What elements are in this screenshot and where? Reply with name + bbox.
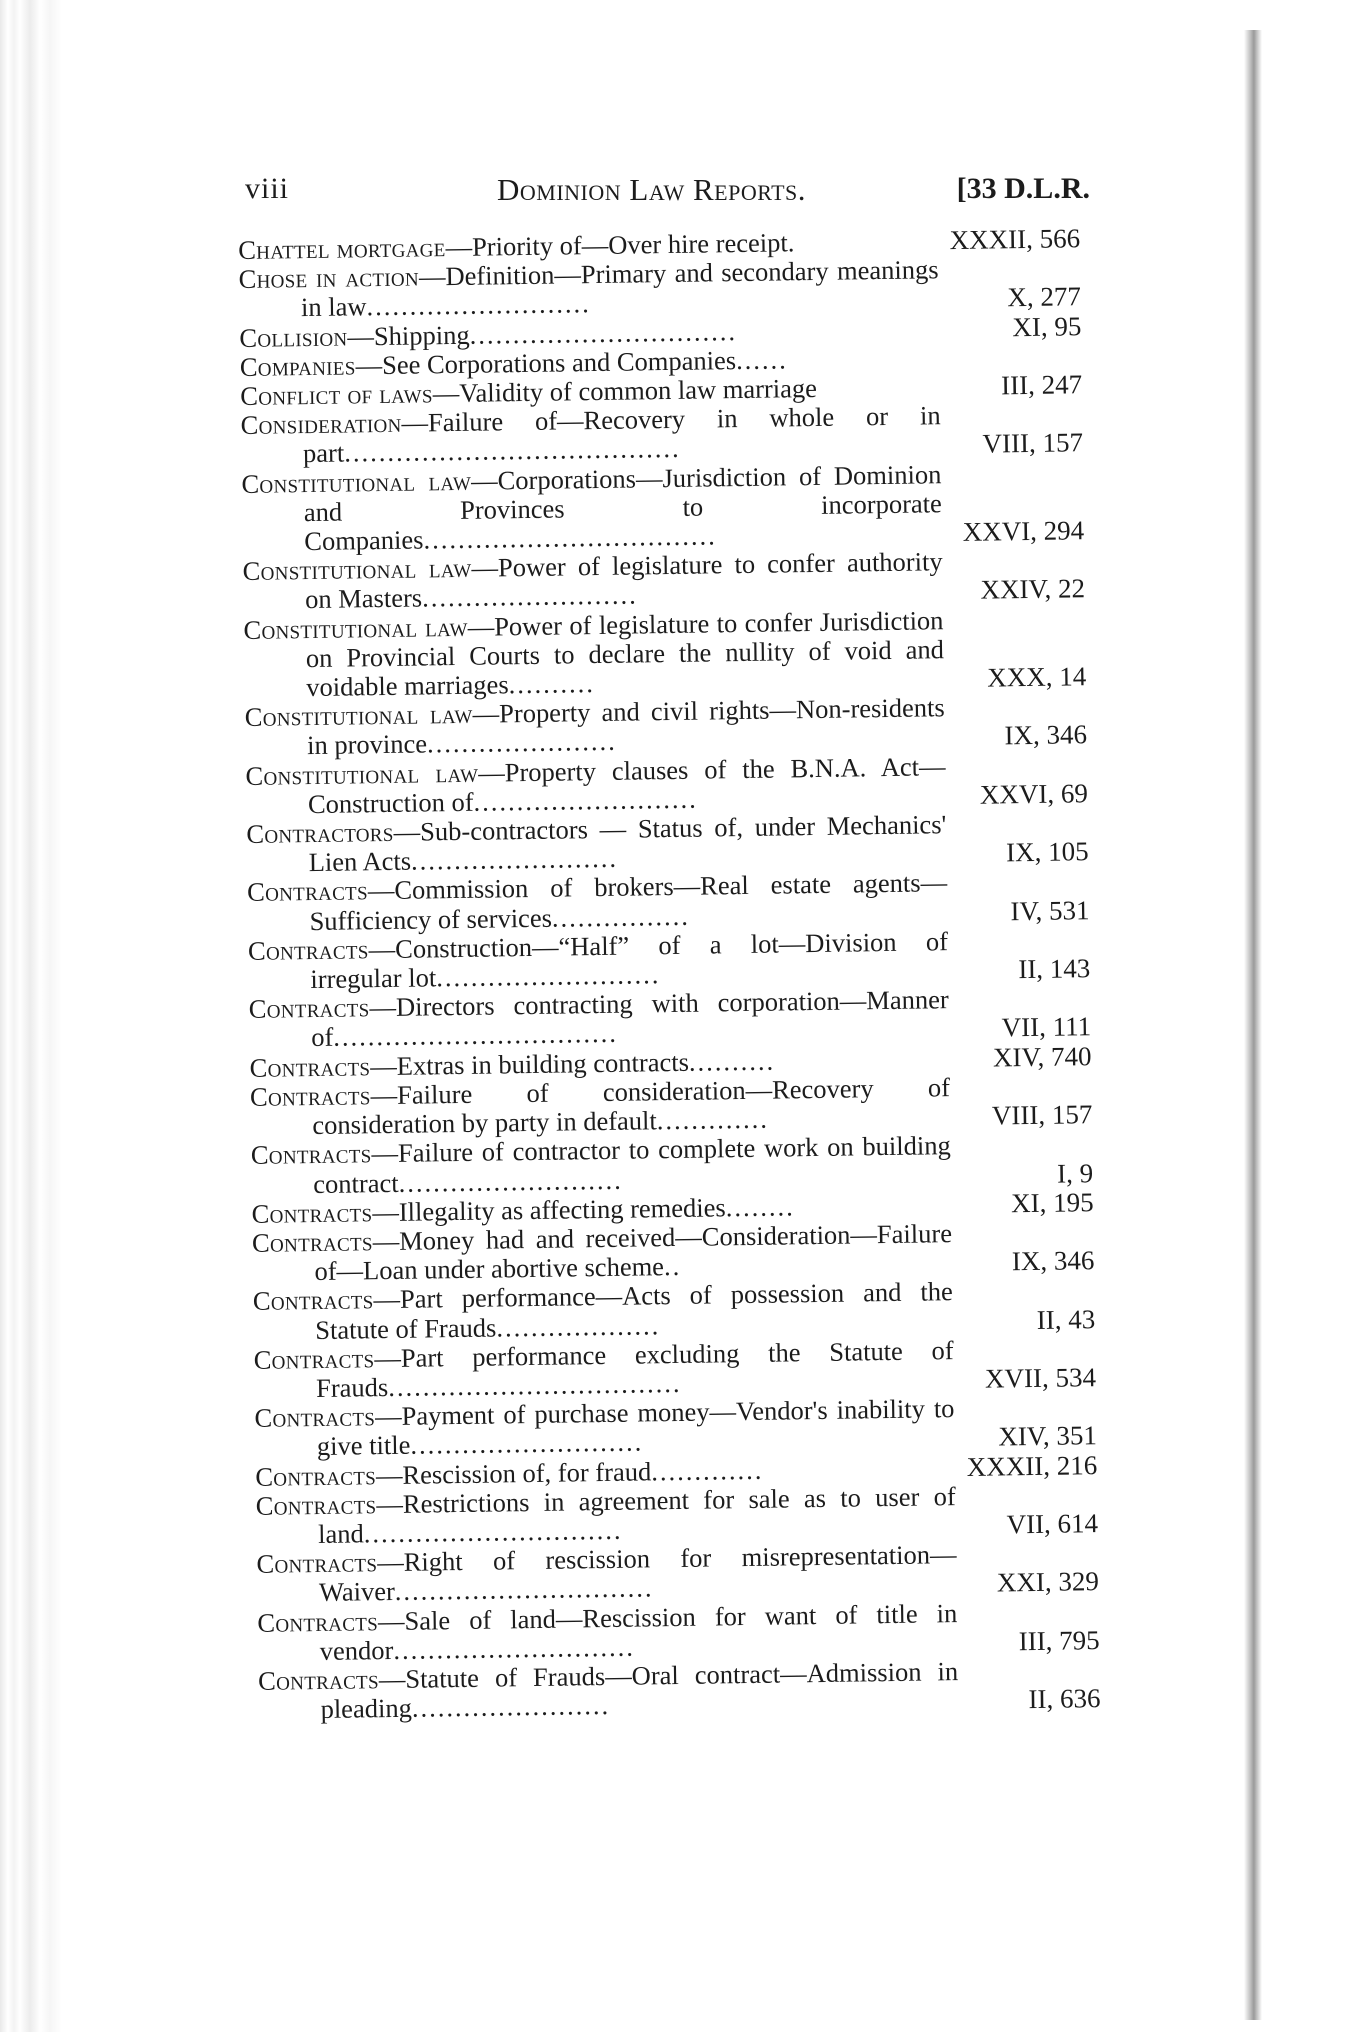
entry-text: —Property clauses of the B.N.A. Act—Construction of xyxy=(307,750,946,819)
entry-subject: Contracts xyxy=(257,1664,380,1696)
entry-text: —Failure of—Recovery in whole or in part xyxy=(302,400,941,469)
entry-subject: Contracts xyxy=(248,992,370,1025)
journal-title: Dominion Law Reports. xyxy=(497,172,806,207)
leader-dots: .......................... xyxy=(473,783,698,817)
entry-text: —See Corporations and Companies xyxy=(355,344,737,381)
leader-dots: .................................. xyxy=(423,520,717,555)
entry-subject: Contracts xyxy=(250,1138,372,1171)
entry-text: —Validity of common law marriage xyxy=(432,372,818,409)
entry-reference: XIV, 740 xyxy=(992,1040,1092,1073)
entry-subject: Contracts xyxy=(252,1284,374,1317)
leader-dots: .......... xyxy=(688,1045,776,1077)
volume-label: [33 D.L.R. xyxy=(956,172,1090,205)
entry-text: —Right of rescission for misrepresentation—Waiver xyxy=(318,1539,957,1608)
entry-subject: Contracts xyxy=(253,1342,375,1375)
entry-subject: Conflict of laws xyxy=(240,378,433,411)
entry-subject: Constitutional law xyxy=(245,757,479,791)
entry-text: —Priority of—Over hire receipt xyxy=(445,227,788,263)
leader-dots: ............. xyxy=(656,1103,770,1136)
entry-text: —Shipping xyxy=(347,319,470,352)
entry-text: —Sub-contractors — Status of, under Mechanics' Lien Acts xyxy=(308,809,947,878)
leader-dots: ........................ xyxy=(410,843,619,876)
page-number: viii xyxy=(245,172,290,205)
entry-reference: IX, 346 xyxy=(1004,719,1088,751)
entry-subject: Companies xyxy=(239,350,356,382)
entry-text: —Commission of brokers—Real estate agents—Sufficiency of services xyxy=(309,867,948,936)
entry-text: —Illegality as affecting remedies xyxy=(372,1191,726,1227)
leader-dots: ........................... xyxy=(410,1426,644,1461)
leader-dots: ...................... xyxy=(426,726,618,759)
entry-subject: Contracts xyxy=(249,1080,371,1112)
entry-subject: Contracts xyxy=(246,875,369,908)
entry-subject: Collision xyxy=(239,321,348,353)
leader-dots: ................... xyxy=(496,1309,661,1343)
leader-dots: ................................. xyxy=(333,1018,619,1053)
leader-dots: ............................ xyxy=(393,1631,636,1665)
running-header xyxy=(245,172,1090,212)
entry-reference: VII, 614 xyxy=(1006,1508,1099,1540)
entry-reference: II, 143 xyxy=(1018,953,1091,985)
entry-reference: XXI, 329 xyxy=(996,1566,1100,1598)
entry-text: —Money had and received—Consideration—Failure of—Loan under abortive scheme xyxy=(314,1218,953,1287)
entry-subject: Contractors xyxy=(246,816,394,850)
leader-dots: .......................... xyxy=(398,1164,624,1198)
entry-text: —Restrictions in agreement for sale as to user of land xyxy=(317,1480,956,1549)
index-entry xyxy=(241,458,1092,557)
entry-reference: IX, 346 xyxy=(1011,1245,1095,1277)
entry-subject: Contracts xyxy=(255,1488,377,1521)
entry-reference: IX, 105 xyxy=(1005,836,1089,868)
entry-text: —Sale of land—Rescission for want of title in vendor xyxy=(319,1597,958,1666)
leader-dots: ................ xyxy=(551,900,691,933)
entry-reference: XXVI, 69 xyxy=(979,778,1089,810)
entry-text: —Definition—Primary and secondary meanings in law xyxy=(300,254,939,323)
entry-reference: XXXII, 566 xyxy=(949,223,1081,256)
entry-reference: VII, 111 xyxy=(1001,1011,1092,1043)
entry-text: —Extras in building contracts xyxy=(370,1046,690,1081)
entry-reference: XXVI, 294 xyxy=(962,515,1085,547)
entry-reference: VIII, 157 xyxy=(982,427,1084,460)
leader-dots: .............................. xyxy=(394,1572,654,1607)
entry-subject: Contracts xyxy=(255,1459,377,1492)
entry-subject: Chattel mortgage xyxy=(237,232,446,265)
entry-subject: Constitutional law xyxy=(242,553,472,587)
entry-text: —Rescission of, for fraud xyxy=(375,1455,652,1490)
entry-text: —Corporations—Jurisdiction of Dominion and Provinces to incorporate Companies xyxy=(303,458,943,557)
leader-dots: .......... xyxy=(508,668,596,700)
entry-subject: Constitutional law xyxy=(243,611,468,645)
leader-dots: ...... xyxy=(735,344,789,375)
entry-subject: Constitutional law xyxy=(241,465,472,499)
entry-subject: Contracts xyxy=(257,1605,379,1638)
entry-reference: II, 43 xyxy=(1036,1303,1096,1335)
entry-subject: Contracts xyxy=(256,1547,378,1580)
entry-reference: XXIV, 22 xyxy=(980,573,1086,606)
entry-reference: III, 795 xyxy=(1018,1624,1100,1656)
entry-reference: XIV, 351 xyxy=(998,1420,1098,1452)
leader-dots: ........ xyxy=(725,1191,795,1222)
index-entries xyxy=(238,224,1109,1725)
entry-reference: XVII, 534 xyxy=(984,1362,1097,1394)
leader-dots: .............................. xyxy=(363,1514,623,1549)
entry-reference: XXXII, 216 xyxy=(966,1449,1098,1482)
entry-text: —Payment of purchase money—Vendor's inability to give title xyxy=(316,1393,955,1462)
entry-subject: Contracts xyxy=(251,1196,373,1229)
leader-dots: ............................... xyxy=(469,315,738,350)
entry-subject: Contracts xyxy=(251,1226,373,1258)
entry-text: —Power of legislature to confer Jurisdiction on Provincial Courts to declare the nullity of void and voidable marriages xyxy=(305,604,945,703)
leader-dots: ......................... xyxy=(421,579,638,613)
entry-text: —Property and civil rights—Non-residents in province xyxy=(306,692,945,761)
entry-text: —Part performance excluding the Statute of Frauds xyxy=(315,1334,954,1403)
leader-dots: .......................... xyxy=(435,959,661,993)
entry-text: —Failure of contractor to complete work on building contract xyxy=(313,1130,951,1199)
index-entry xyxy=(243,604,1094,703)
leader-dots: ....................................... xyxy=(344,433,681,468)
entry-subject: Contracts xyxy=(254,1401,376,1434)
entry-reference: VIII, 157 xyxy=(991,1099,1093,1131)
leader-dots: ............. xyxy=(650,1454,764,1486)
entry-subject: Constitutional law xyxy=(244,699,473,733)
entry-reference: I, 9 xyxy=(1056,1157,1094,1189)
entry-reference: XXX, 14 xyxy=(987,661,1087,693)
entry-reference: II, 636 xyxy=(1028,1683,1101,1715)
entry-subject: Chose in action xyxy=(238,261,420,295)
entry-subject: Contracts xyxy=(249,1050,371,1083)
entry-reference: XI, 95 xyxy=(1012,310,1082,342)
leader-dots: . xyxy=(787,227,797,258)
entry-text: —Construction—“Half” of a lot—Division of irregular lot xyxy=(310,926,949,995)
entry-reference: XI, 195 xyxy=(1010,1186,1094,1219)
entry-text: —Failure of consideration—Recovery of consideration by party in default xyxy=(312,1072,951,1141)
entry-subject: Contracts xyxy=(247,934,369,966)
leader-dots: .. xyxy=(663,1251,682,1282)
leader-dots: .................................. xyxy=(388,1367,682,1402)
entry-text: —Part performance—Acts of possession and the Statute of Frauds xyxy=(315,1276,954,1345)
entry-subject: Consideration xyxy=(240,407,402,441)
index-entry xyxy=(258,1655,1109,1725)
leader-dots: .......................... xyxy=(366,288,591,322)
entry-text: —Statute of Frauds—Oral contract—Admission in pleading xyxy=(320,1656,959,1725)
entry-reference: IV, 531 xyxy=(1010,894,1090,926)
entry-reference: X, 277 xyxy=(1007,281,1082,313)
entry-text: —Directors contracting with corporation—Manner of xyxy=(310,984,949,1053)
leader-dots: ....................... xyxy=(411,1690,611,1723)
entry-reference: III, 247 xyxy=(1000,369,1083,401)
entry-text: —Power of legislature to confer authority on Masters xyxy=(304,546,943,615)
